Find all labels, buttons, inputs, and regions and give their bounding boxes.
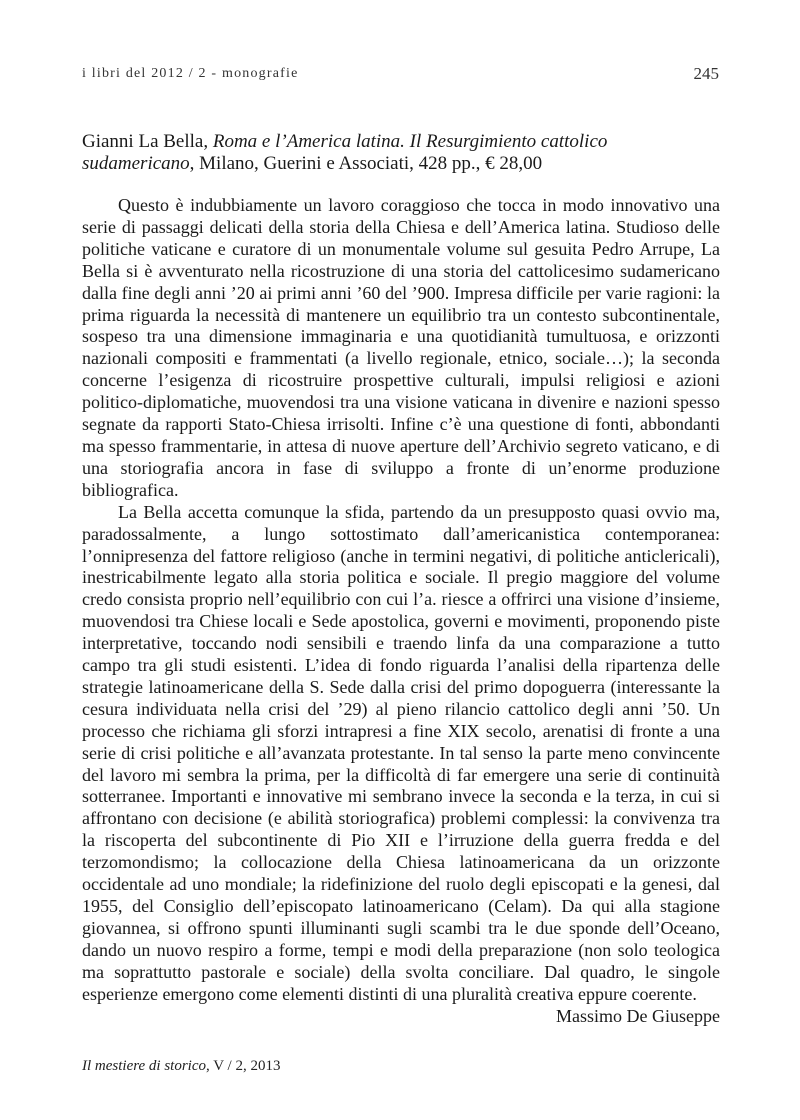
journal-title: Il mestiere di storico bbox=[82, 1058, 207, 1074]
paragraph-2: La Bella accetta comunque la sfida, partendo da un presupposto quasi ovvio ma, paradossalmente, a lungo sottostimato dall’americanistica contemporanea: l’onnipresenza del fattore religioso (anche in termini negativi, di politiche anticlericali), inestricabilmente legato alla storia politica e sociale. Il pregio maggiore del volume credo consista proprio nell’equilibrio con cui l’a. riesce a offrirci una visione d’insieme, muovendosi tra Chiese locali e Sede apostolica, governi e movimenti, proponendo piste interpretative, toccando nodi sensibili e traendo linfa da una comparazione a tutto campo tra gli studi esistenti. L’idea di fondo riguarda l’analisi della ripartenza delle strategie latinoamericane della S. Sede dalla crisi del primo dopoguerra (interessante la cesura individuata nella crisi del ’29) al pieno rilancio cattolico degli anni ’50. Un processo che richiama gli sforzi intrapresi a fine XIX secolo, arenatisi di fronte a una serie di crisi politiche e all’avanzata protestante. In tal senso la parte meno convincente del lavoro mi sembra la prima, per la difficoltà di far emergere una serie di continuità sotterranee. Importanti e innovative mi sembrano invece la seconda e la terza, in cui si affrontano con decisione (e abilità storiografica) problemi complessi: la convivenza tra la riscoperta del subcontinente di Pio XII e l’irruzione della guerra fredda e del terzomondismo; la collocazione della Chiesa latinoamericana da un orizzonte occidentale ad uno mondiale; la ridefinizione del ruolo degli episcopati e la genesi, dal 1955, del Consiglio dell’episcopato latinoamericano (Celam). Da qui alla stagione giovannea, si offrono spunti illuminanti sugli scambi tra le due sponde dell’Oceano, dando un nuovo respiro a forme, tempi e modi della preparazione (non solo teologica ma soprattutto pastorale e sociale) della svolta conciliare. Dal quadro, le singole esperienze emergono come elementi distinti di una pluralità creativa eppure coerente. bbox=[82, 501, 720, 1004]
journal-footer bbox=[82, 1058, 280, 1075]
review-body bbox=[82, 195, 720, 1027]
journal-issue: , V / 2, 2013 bbox=[206, 1058, 281, 1074]
citation-author: Gianni La Bella, bbox=[82, 131, 213, 152]
book-citation bbox=[82, 131, 718, 175]
citation-publication: , Milano, Guerini e Associati, 428 pp., € 28,00 bbox=[189, 153, 543, 174]
running-head: i libri del 2012 / 2 - monografie bbox=[82, 66, 299, 81]
reviewer-signature: Massimo De Giuseppe bbox=[556, 1005, 720, 1026]
paragraph-1: Questo è indubbiamente un lavoro coraggioso che tocca in modo innovativo una serie di passaggi delicati della storia della Chiesa e dell’America latina. Studioso delle politiche vaticane e curatore di un monumentale volume sul gesuita Pedro Arrupe, La Bella si è avventurato nella ricostruzione di una storia del cattolicesimo sudamericano dalla fine degli anni ’20 ai primi anni ’60 del ’900. Impresa difficile per varie ragioni: la prima riguarda la necessità di mantenere un equilibrio tra un contesto subcontinentale, sospeso tra una dimensione immaginaria e una quotidianità tumultuosa, e orizzonti nazionali compositi e frammentati (a livello regionale, etnico, sociale…); la seconda concerne l’esigenza di ricostruire prospettive culturali, impulsi religiosi e azioni politico-diplomatiche, muovendosi tra una visione vaticana in divenire e nazioni spesso segnate da rapporti Stato-Chiesa irrisolti. Infine c’è una questione di fonti, abbondanti ma spesso frammentarie, in attesa di nuove aperture dell’Archivio segreto vaticano, e di una storiografia ancora in fase di sviluppo a fronte di un’enorme produzione bibliografica. bbox=[82, 195, 720, 500]
page-number: 245 bbox=[693, 64, 719, 83]
citation-title: Roma e l’America latina. Il Resurgimiento cattolico sudamericano bbox=[82, 131, 608, 174]
